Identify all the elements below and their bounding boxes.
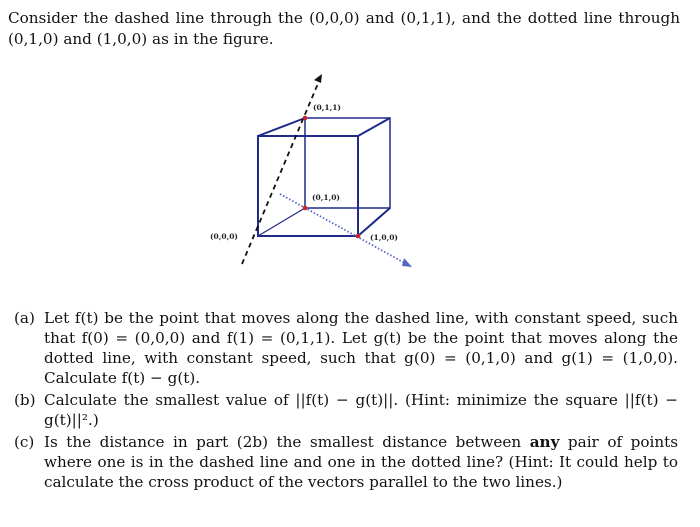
label-011: (0,1,1) — [313, 103, 341, 112]
label-010: (0,1,0) — [312, 193, 340, 202]
point-011 — [303, 116, 308, 121]
point-100 — [356, 234, 361, 239]
part-label: (a) — [14, 309, 35, 327]
question-part-a — [14, 308, 678, 388]
part-label: (c) — [14, 433, 35, 451]
part-text-before: Is the distance in part (2b) the smallest distance between — [44, 433, 522, 451]
question-part-b — [14, 390, 678, 430]
question-part-c — [14, 432, 678, 492]
dashed-line-arrow — [314, 74, 322, 83]
part-text-bold: any — [529, 433, 560, 451]
point-010 — [303, 206, 308, 211]
label-100: (1,0,0) — [370, 233, 398, 242]
part-text: Calculate the smallest value of ||f(t) − g(t)||. (Hint: minimize the square ||f(t) − g(t)||².) — [44, 391, 678, 429]
problem-intro: Consider the dashed line through the (0,0,0) and (0,1,1), and the dotted line through (0,1,0) and (1,0,0) as in the figure. — [8, 9, 680, 48]
dotted-line-arrow — [402, 258, 412, 267]
part-label: (b) — [14, 391, 36, 409]
part-text — [44, 432, 678, 492]
label-000: (0,0,0) — [210, 232, 238, 241]
cube-figure — [200, 66, 430, 276]
question-parts — [14, 308, 678, 494]
part-text-after: pair of points where one is in the dashed line and one in the dotted line? (Hint: It could help to calculate the cross product of the vectors parallel to the two lines.) — [44, 433, 679, 491]
part-text: Let f(t) be the point that moves along the dashed line, with constant speed, such that f(0) = (0,0,0) and f(1) = (0,1,1). Let g(t) be the point that moves along the dotted line, with constant speed, such that g(0) = (0,1,0) and g(1) = (1,0,0). Calculate f(t) − g(t). — [44, 309, 678, 387]
